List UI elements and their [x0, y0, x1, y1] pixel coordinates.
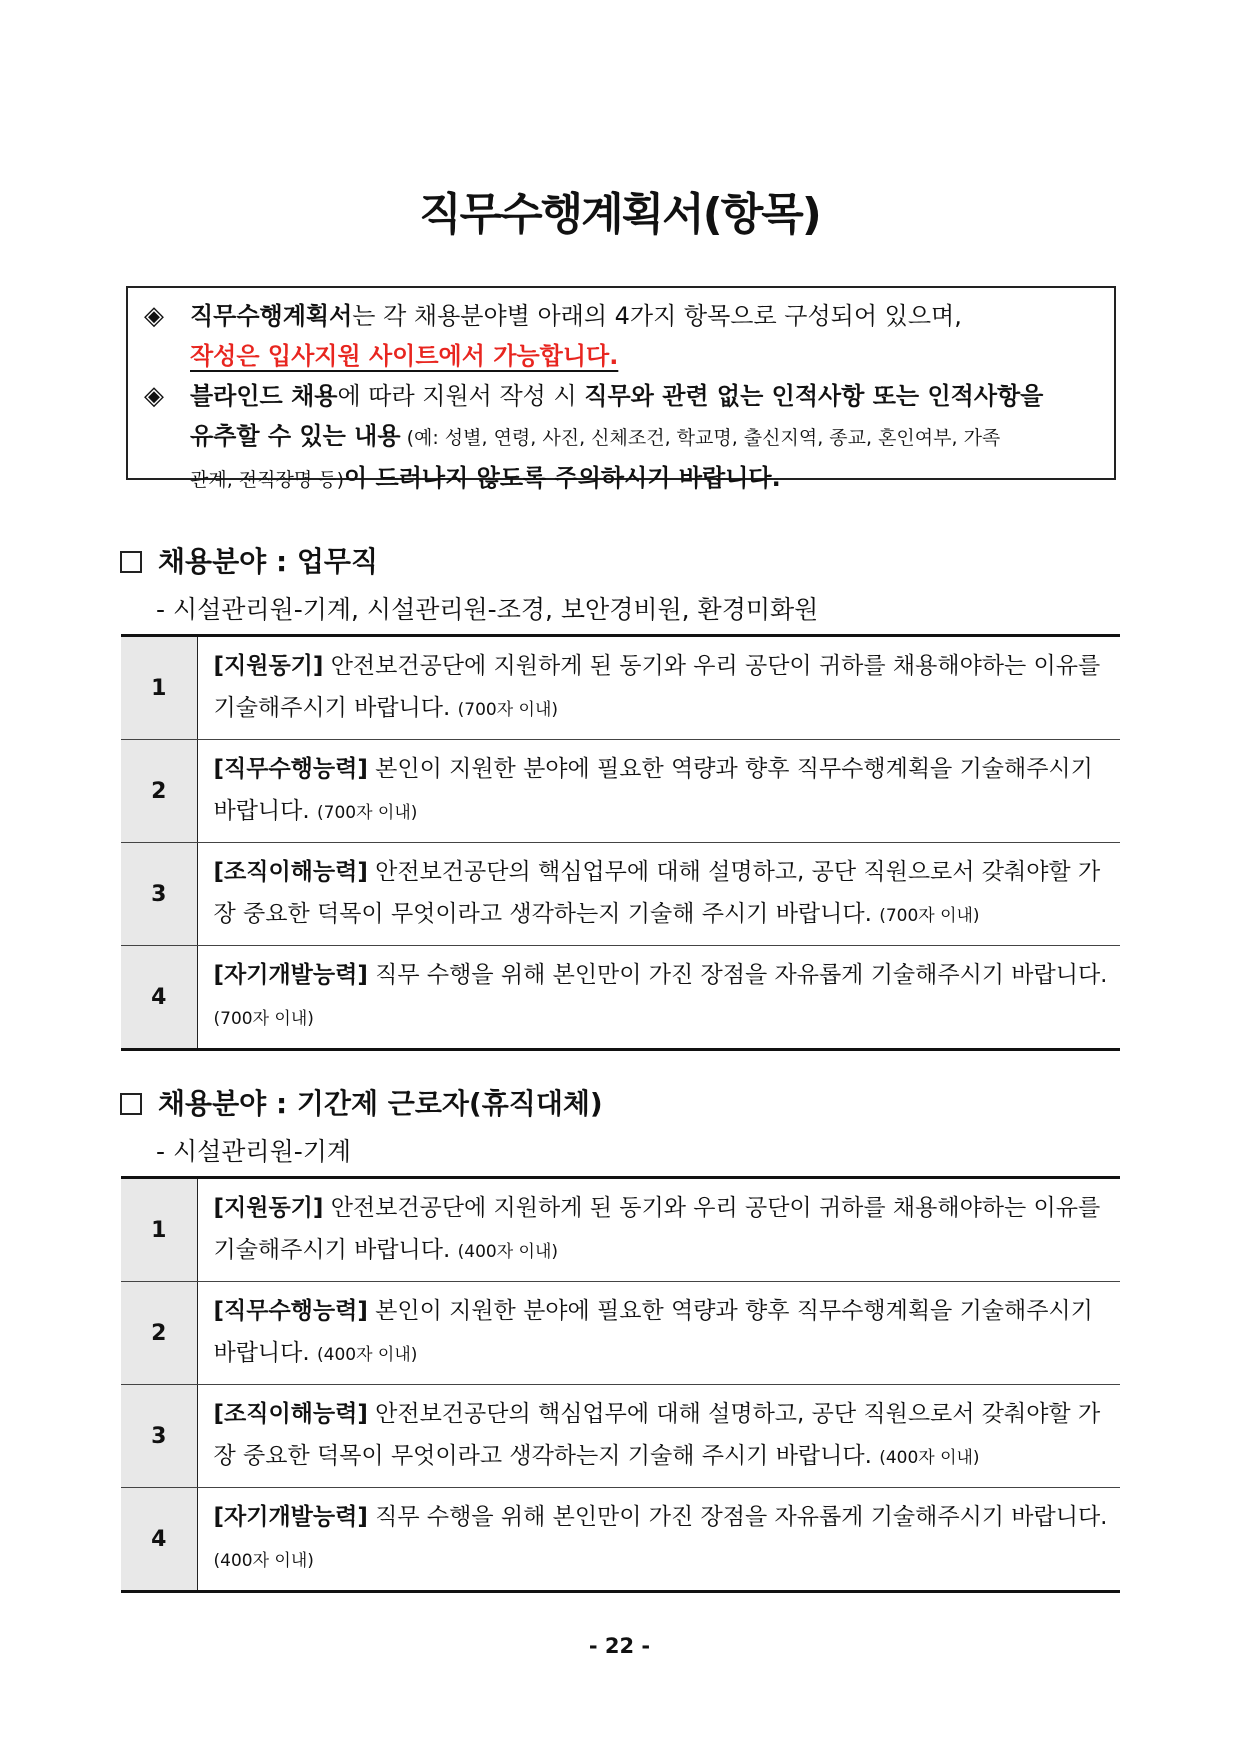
notice-emphasis: 이 드러나지 않도록 주의하시기 바랍니다. [344, 464, 781, 492]
table-row [121, 946, 1120, 1050]
question-body: 본인이 지원한 분야에 필요한 역량과 향후 직무수행계획을 기술해주시기 바랍니다. [213, 756, 1093, 824]
section-subtitle: - 시설관리원-기계 [156, 1137, 352, 1166]
question-tag: [조직이해능력] [213, 859, 368, 885]
notice-emphasis: 유추할 수 있는 내용 [190, 422, 401, 450]
notice-box [126, 286, 1116, 492]
notice-warning: 작성은 입사지원 사이트에서 가능합니다. [190, 342, 619, 370]
question-body: 안전보건공단에 지원하게 된 동기와 우리 공단이 귀하를 채용해야하는 이유를 기술해주시기 바랍니다. [213, 1195, 1101, 1263]
question-table [121, 634, 1120, 1051]
question-body: 안전보건공단에 지원하게 된 동기와 우리 공단이 귀하를 채용해야하는 이유를 기술해주시기 바랍니다. [213, 653, 1101, 721]
question-limit: (400자 이내) [457, 1242, 559, 1262]
section-heading [120, 540, 378, 580]
notice-emphasis: 직무수행계획서 [190, 302, 353, 330]
table-row [121, 740, 1120, 843]
notice-line-5 [144, 458, 1100, 500]
question-table [121, 1176, 1120, 1593]
question-tag: [자기개발능력] [213, 962, 368, 988]
question-number: 4 [121, 1488, 197, 1592]
question-body: 안전보건공단의 핵심업무에 대해 설명하고, 공단 직원으로서 갖춰야할 가장 중요한 덕목이 무엇이라고 생각하는지 기술해 주시기 바랍니다. [213, 1401, 1101, 1469]
question-limit: (400자 이내) [213, 1551, 314, 1571]
checkbox-square-icon [120, 551, 142, 573]
table-row [121, 1282, 1120, 1385]
question-number: 1 [121, 1178, 197, 1282]
question-body: 직무 수행을 위해 본인만이 가진 장점을 자유롭게 기술해주시기 바랍니다. [367, 1504, 1108, 1530]
question-body: 본인이 지원한 분야에 필요한 역량과 향후 직무수행계획을 기술해주시기 바랍니다. [213, 1298, 1093, 1366]
question-tag: [지원동기] [213, 1195, 324, 1221]
question-text [197, 1282, 1120, 1385]
page-title: 직무수행계획서(항목) [419, 189, 820, 240]
notice-example: 관계, 전직장명 등) [190, 469, 345, 491]
question-number: 4 [121, 946, 197, 1050]
question-number: 3 [121, 843, 197, 946]
notice-example: (예: 성별, 연령, 사진, 신체조건, 학교명, 출신지역, 종교, 혼인여부, 가족 [400, 427, 1001, 449]
page-number: - 22 - [588, 1634, 651, 1658]
checkbox-square-icon [120, 1093, 142, 1115]
notice-text: 는 각 채용분야별 아래의 4가지 항목으로 구성되어 있으며, [352, 302, 962, 330]
question-text [197, 1488, 1120, 1592]
table-row [121, 1178, 1120, 1282]
table-row [121, 1385, 1120, 1488]
question-body: 직무 수행을 위해 본인만이 가진 장점을 자유롭게 기술해주시기 바랍니다. [367, 962, 1108, 988]
notice-line-4 [144, 416, 1100, 458]
notice-line-2 [144, 336, 1100, 376]
question-text [197, 636, 1120, 740]
table-row [121, 1488, 1120, 1592]
question-text [197, 740, 1120, 843]
question-tag: [지원동기] [213, 653, 324, 679]
question-limit: (400자 이내) [317, 1345, 418, 1365]
question-tag: [자기개발능력] [213, 1504, 368, 1530]
question-number: 3 [121, 1385, 197, 1488]
notice-text: 에 따라 지원서 작성 시 [337, 382, 585, 410]
question-text [197, 843, 1120, 946]
notice-line-3 [144, 376, 1100, 416]
question-number: 2 [121, 740, 197, 843]
question-tag: [직무수행능력] [213, 756, 368, 782]
question-text [197, 946, 1120, 1050]
question-limit: (700자 이내) [457, 700, 559, 720]
diamond-bullet-icon: ◈ [144, 381, 164, 411]
question-body: 안전보건공단의 핵심업무에 대해 설명하고, 공단 직원으로서 갖춰야할 가장 중요한 덕목이 무엇이라고 생각하는지 기술해 주시기 바랍니다. [213, 859, 1101, 927]
diamond-bullet-icon: ◈ [144, 301, 164, 331]
question-tag: [직무수행능력] [213, 1298, 368, 1324]
question-number: 1 [121, 636, 197, 740]
table-row [121, 636, 1120, 740]
question-tag: [조직이해능력] [213, 1401, 368, 1427]
question-text [197, 1178, 1120, 1282]
question-number: 2 [121, 1282, 197, 1385]
section-heading-text: 채용분야 : 업무직 [158, 545, 379, 578]
section-heading-text: 채용분야 : 기간제 근로자(휴직대체) [158, 1087, 603, 1120]
section-heading [120, 1082, 603, 1122]
question-limit: (700자 이내) [317, 803, 418, 823]
notice-line-1 [144, 296, 1100, 336]
question-limit: (400자 이내) [879, 1448, 980, 1468]
question-text [197, 1385, 1120, 1488]
question-limit: (700자 이내) [213, 1009, 314, 1029]
notice-emphasis: 블라인드 채용 [190, 382, 338, 410]
section-subtitle: - 시설관리원-기계, 시설관리원-조경, 보안경비원, 환경미화원 [156, 595, 819, 624]
question-limit: (700자 이내) [879, 906, 980, 926]
table-row [121, 843, 1120, 946]
notice-emphasis: 직무와 관련 없는 인적사항 또는 인적사항을 [584, 382, 1044, 410]
